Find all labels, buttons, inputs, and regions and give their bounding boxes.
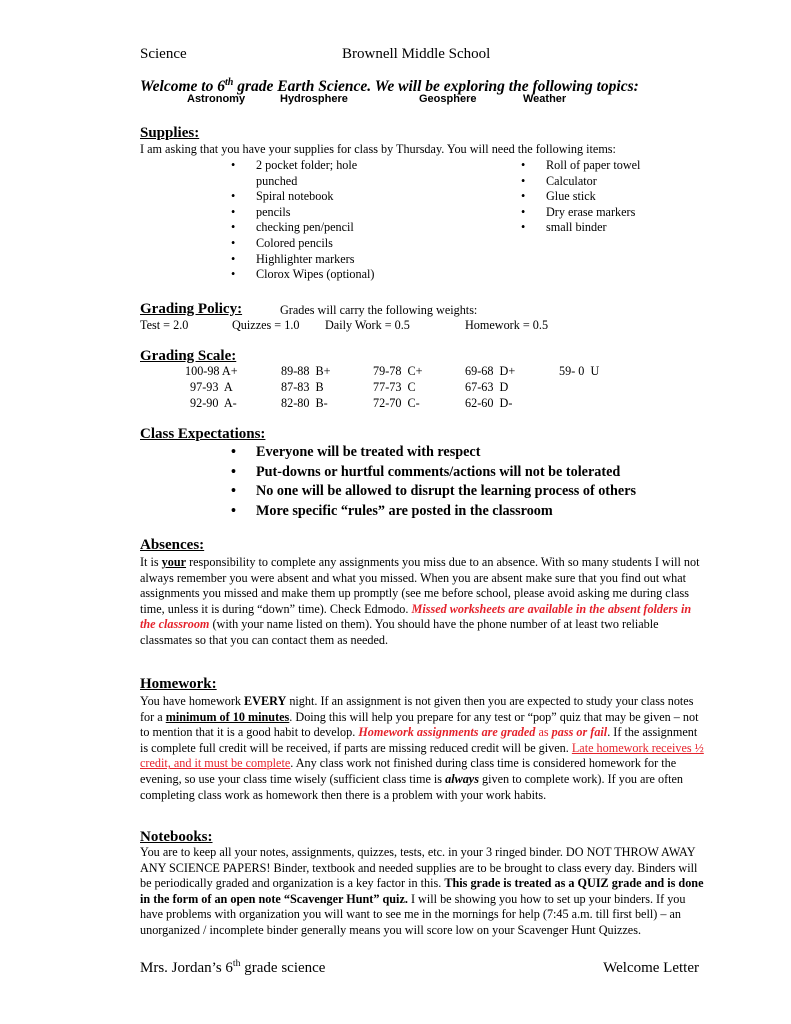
- footer-left-sup: th: [232, 958, 241, 969]
- welcome-sup: th: [224, 76, 234, 88]
- welcome-prefix: Welcome to 6: [140, 78, 225, 95]
- topic-weather: Weather: [523, 93, 567, 105]
- grade-cell: 62-60 D-: [465, 396, 513, 410]
- text-run: You are to keep all your notes, assignments, quizzes, tests, etc. in your 3 ringed binder. DO NOT THROW AWAY ANY SCIENCE PAPERS! Binder, textbook and needed supplies are to be brought to class every day. Binders will be periodically graded and organization is a key factor in this.: [140, 845, 698, 891]
- homework-title: Homework:: [140, 676, 217, 692]
- list-item: • Spiral notebook: [230, 189, 385, 205]
- grade-cell: 79-78 C+: [373, 364, 423, 378]
- grade-cell: 67-63 D: [465, 380, 509, 394]
- late-homework-note: Late homework receives ½ credit, and it must be complete: [140, 740, 704, 771]
- footer-left: [140, 960, 325, 977]
- list-item: • No one will be allowed to disrupt the learning process of others: [230, 482, 710, 502]
- footer-left-prefix: Mrs. Jordan’s 6: [140, 960, 233, 976]
- supplies-title: Supplies:: [140, 125, 200, 141]
- list-item: • 2 pocket folder; hole punched: [230, 158, 385, 189]
- text-run-emphasis: your: [161, 555, 187, 569]
- expectations-title: Class Expectations:: [140, 426, 266, 442]
- welcome-suffix: grade Earth Science. We will be exploring the following topics:: [233, 78, 639, 95]
- grade-cell: 100-98 A+: [185, 364, 238, 378]
- header-school: Brownell Middle School: [342, 46, 491, 62]
- missed-worksheets-note: Missed worksheets are available in the absent folders in the classroom: [140, 601, 692, 632]
- grading-policy-intro: Grades will carry the following weights:: [280, 303, 478, 317]
- absences-title: Absences:: [140, 537, 205, 553]
- text-run: . Any class work not finished during class time is considered homework for the evening, so use your class time wisely (sufficient class time is: [140, 756, 677, 786]
- supplies-left-list: [230, 158, 385, 283]
- grading-policy-title: Grading Policy:: [140, 301, 243, 317]
- list-item: • Colored pencils: [230, 236, 385, 252]
- list-item: • Put-downs or hurtful comments/actions will not be tolerated: [230, 463, 710, 483]
- list-item: • checking pen/pencil: [230, 220, 385, 236]
- text-run-emphasis: always: [445, 771, 479, 786]
- weight-daily-work: Daily Work = 0.5: [325, 318, 410, 332]
- supplies-right-list: [520, 158, 690, 236]
- expectations-list: [230, 443, 710, 521]
- text-run-emphasis: EVERY: [244, 694, 287, 708]
- weight-quizzes: Quizzes = 1.0: [232, 318, 300, 332]
- grade-cell: 87-83 B: [281, 380, 324, 394]
- topic-astronomy: Astronomy: [187, 93, 246, 105]
- text-run: . Doing this will help you prepare for any test or “pop” quiz that may be given – not to mention that it is a good habit to develop.: [140, 709, 699, 740]
- list-item: • small binder: [520, 220, 690, 236]
- weight-homework: Homework = 0.5: [465, 318, 549, 332]
- grade-cell: 82-80 B-: [281, 396, 328, 410]
- grade-cell: 92-90 A-: [190, 396, 237, 410]
- list-item: • Clorox Wipes (optional): [230, 267, 385, 283]
- text-run: night. If an assignment is not given then you are expected to study your class notes for a: [140, 694, 694, 724]
- text-run: responsibility to complete any assignments you miss due to an absence. With so many students I will not always remember you were absent and what you missed. When you are absent make sure that you find out what assignments you missed and make them up promptly (see me before school, please avoid asking me during class time, unless it is during “down” time). Check Edmodo.: [140, 555, 700, 616]
- list-item: • Everyone will be treated with respect: [230, 443, 710, 463]
- pass-fail-note: pass or fail: [551, 725, 608, 740]
- footer-left-suffix: grade science: [240, 960, 326, 976]
- topic-geosphere: Geosphere: [419, 93, 477, 105]
- notebooks-title: Notebooks:: [140, 829, 213, 845]
- weight-test: Test = 2.0: [140, 318, 189, 332]
- text-run: . If the assignment is complete full credit will be received, if parts are missing reduced credit will be given.: [140, 725, 698, 755]
- homework-paragraph: [140, 694, 705, 803]
- list-item: • Glue stick: [520, 189, 690, 205]
- grade-cell: 77-73 C: [373, 380, 416, 394]
- topic-hydrosphere: Hydrosphere: [280, 93, 348, 105]
- text-run-emphasis: minimum of 10 minutes: [165, 709, 290, 724]
- text-run: (with your name listed on them). You should have the phone number of at least two reliable classmates so that you can contact them as needed.: [140, 617, 659, 647]
- grade-cell: 69-68 D+: [465, 364, 516, 378]
- text-run-emphasis: This grade is treated as a QUIZ grade and is done in the form of an open note “Scavenger Hunt” quiz.: [140, 876, 704, 906]
- list-item: • pencils: [230, 205, 385, 221]
- list-item: • More specific “rules” are posted in the classroom: [230, 502, 710, 522]
- list-item: • Calculator: [520, 174, 690, 190]
- absences-paragraph: [140, 555, 705, 649]
- grade-cell: 72-70 C-: [373, 396, 420, 410]
- text-run: You have homework: [140, 694, 245, 708]
- grade-cell: 97-93 A: [190, 380, 233, 394]
- header-subject: Science: [140, 46, 187, 62]
- text-run: It is: [140, 555, 162, 569]
- text-run: I will be showing you how to set up your binders. If you have problems with organization you will want to see me in the mornings for help (7:45 a.m. till first bell) – an unorganized / incomplete binder generally means you will score low on your Scavenger Hunt Quizzes.: [140, 891, 686, 937]
- grade-cell: 59- 0 U: [559, 364, 600, 378]
- grade-cell: 89-88 B+: [281, 364, 331, 378]
- footer-right: Welcome Letter: [603, 960, 699, 976]
- grading-scale-title: Grading Scale:: [140, 348, 237, 364]
- text-run: as: [535, 725, 552, 740]
- list-item: • Dry erase markers: [520, 205, 690, 221]
- graded-note: Homework assignments are graded: [358, 725, 536, 740]
- text-run: given to complete work). If you are often completing class work as homework then there is a problem with your work habits.: [140, 771, 684, 802]
- list-item: • Highlighter markers: [230, 252, 385, 268]
- supplies-intro: I am asking that you have your supplies for class by Thursday. You will need the following items:: [140, 142, 616, 156]
- notebooks-paragraph: [140, 845, 705, 939]
- list-item: • Roll of paper towel: [520, 158, 690, 174]
